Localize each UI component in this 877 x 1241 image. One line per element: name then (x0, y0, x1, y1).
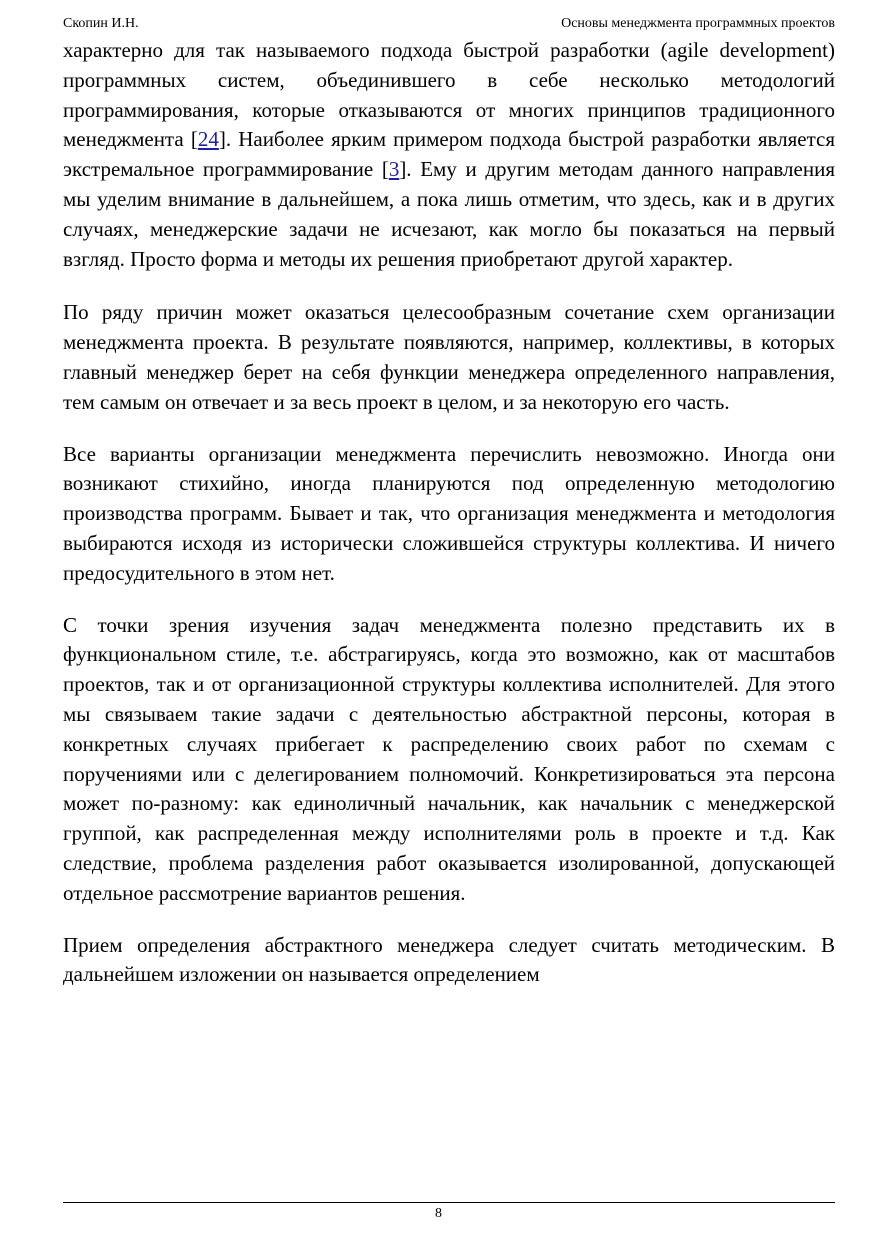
paragraph-1 (63, 36, 835, 274)
page-number: 8 (435, 1206, 442, 1221)
document-body (63, 36, 835, 1012)
page-header (63, 16, 835, 36)
header-title: Основы менеджмента программных проектов (561, 16, 835, 31)
paragraph-1-text-c: ]. Ему и другим методам данного направления мы уделим внимание в дальнейшем, а пока лишь отметим, что здесь, как и в других случаях, менеджерские задачи не исчезают, как могло бы показаться на первый взгляд. Просто форма и методы их решения приобретают другой характер. (63, 157, 835, 271)
paragraph-3: Все варианты организации менеджмента перечислить невозможно. Иногда они возникают стихийно, иногда планируются под определенную методологию производства программ. Бывает и так, что организация менеджмента и методология выбираются исходя из исторически сложившейся структуры коллектива. И ничего предосудительного в этом нет. (63, 441, 835, 585)
paragraph-5: Прием определения абстрактного менеджера следует считать методическим. В дальнейшем изложении он называется определением (63, 932, 835, 987)
citation-link-24[interactable]: 24 (197, 127, 219, 152)
citation-link-3[interactable]: 3 (388, 157, 400, 182)
footer-divider (63, 1202, 835, 1203)
paragraph-2: По ряду причин может оказаться целесообразным сочетание схем организации менеджмента проекта. В результате появляются, например, коллективы, в которых главный менеджер берет на себя функции менеджера определенного направления, тем самым он отвечает и за весь проект в целом, и за некоторую его часть. (63, 300, 835, 414)
header-author: Скопин И.Н. (63, 16, 139, 31)
paragraph-1-text-b: ]. Наиболее ярким примером подхода быстрой разработки является экстремальное программирование [ (63, 127, 835, 182)
paragraph-4: С точки зрения изучения задач менеджмента полезно представить их в функциональном стиле, т.е. абстрагируясь, когда это возможно, как от масштабов проектов, так и от организационной структуры коллектива исполнителей. Для этого мы связываем такие задачи с деятельностью абстрактной персоны, которая в конкретных случаях прибегает к распределению своих работ по схемам с поручениями или с делегированием полномочий. Конкретизироваться эта персона может по-разному: как единоличный начальник, как начальник с менеджерской группой, как распределенная между исполнителями роль в проекте и т.д. Как следствие, проблема разделения работ оказывается изолированной, допускающей отдельное рассмотрение вариантов решения. (63, 612, 835, 905)
paragraph-1-text-a: характерно для так называемого подхода быстрой разработки (agile development) программных систем, объединившего в себе несколько методологий программирования, которые отказываются от многих принципов традиционного менеджмента [ (63, 38, 835, 152)
